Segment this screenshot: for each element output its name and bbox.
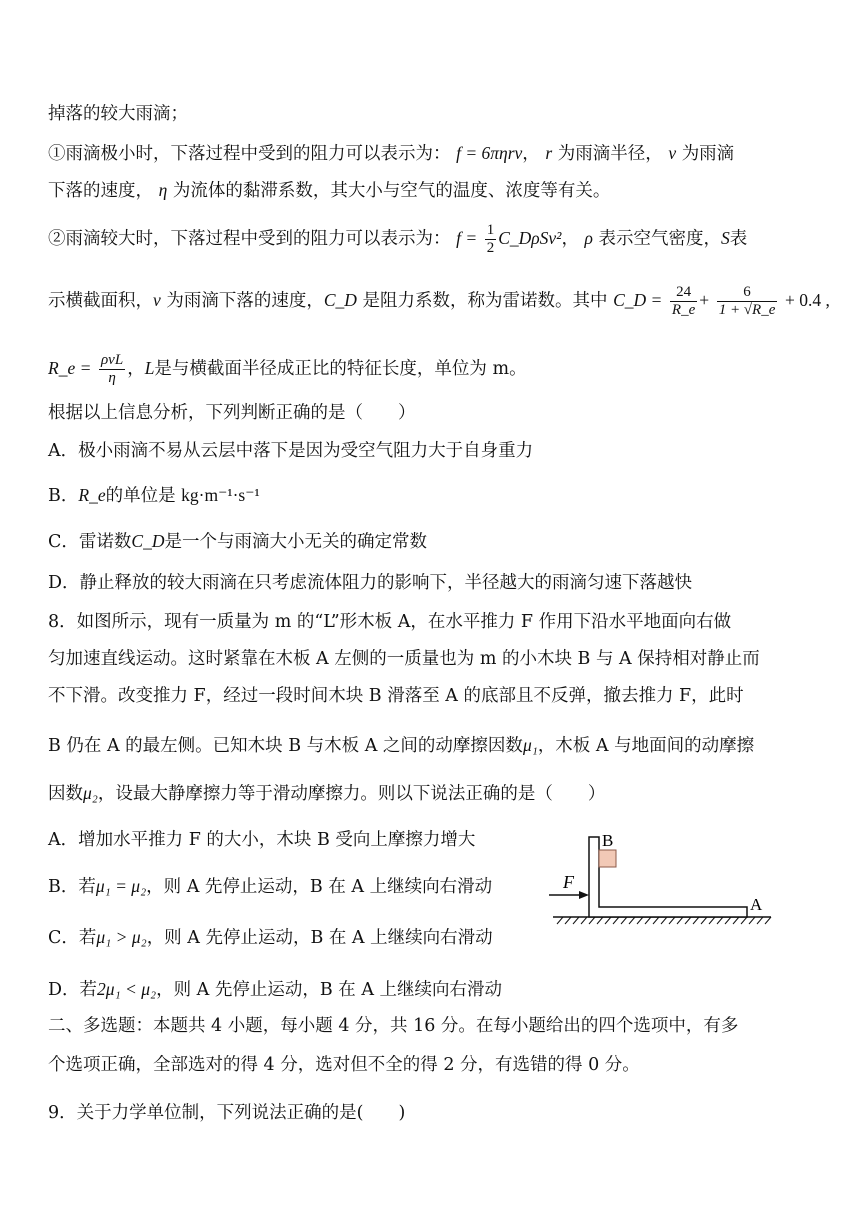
half-den: 2 bbox=[486, 240, 495, 256]
q7-b-label: B． bbox=[48, 486, 79, 506]
symbol-v-2: v bbox=[153, 290, 161, 310]
fraction-24-re bbox=[670, 284, 697, 319]
p1-line2-b: 为流体的黏滞系数，其大小与空气的温度、浓度等有关。 bbox=[172, 181, 611, 201]
q8-line-4 bbox=[48, 732, 754, 759]
q8-l5-a: 因数 bbox=[48, 784, 83, 804]
section2-line-2: 个选项正确，全部选对的得 4 分，选对但不全的得 2 分，有选错的得 0 分。 bbox=[48, 1055, 640, 1075]
p2-line2-a: 示横截面积， bbox=[48, 291, 153, 311]
p2-line3-b: ， bbox=[127, 359, 145, 379]
q7-option-a: A．极小雨滴不易从云层中落下是因为受空气阻力大于自身重力 bbox=[48, 441, 534, 461]
q8-option-d bbox=[48, 976, 502, 1003]
q8-b-cond: μ₁ = μ₂ bbox=[95, 876, 147, 896]
q7-option-d: D．静止释放的较大雨滴在只考虑流体阻力的影响下，半径越大的雨滴匀速下落越快 bbox=[48, 573, 693, 593]
p2-line-1: ②雨滴较大时，下落过程中受到的阻力可以表示为： f = $\frac{1}{2}$ C_DρSv²， ρ 表示空气密度，S表 bbox=[48, 222, 748, 256]
p1-text-d: 为雨滴 bbox=[681, 144, 735, 164]
half-num: 1 bbox=[486, 222, 495, 238]
q8-option-b bbox=[48, 873, 492, 900]
q9-stem: 9．关于力学单位制，下列说法正确的是( ) bbox=[48, 1103, 406, 1123]
q8-d-label: D．若 bbox=[48, 980, 98, 1000]
q8-l4-b: ，木板 A 与地面间的动摩擦 bbox=[537, 736, 755, 756]
q8-line-3: 不下滑。改变推力 F，经过一段时间木块 B 滑落至 A 的底部且不反弹，撤去推力 F，此时 bbox=[48, 686, 744, 706]
cd-eq: C_D = bbox=[613, 290, 663, 310]
q7-b-text: 的单位是 bbox=[105, 486, 176, 506]
symbol-mu1: μ₁ bbox=[522, 735, 538, 755]
re-eq: R_e = bbox=[48, 358, 92, 378]
q7-b-unit: kg·m⁻¹·s⁻¹ bbox=[181, 485, 260, 505]
q8-b-text: ，则 A 先停止运动，B 在 A 上继续向右滑动 bbox=[146, 877, 493, 897]
arrow-head-icon bbox=[579, 891, 589, 899]
re-num: ρvL bbox=[100, 352, 124, 368]
symbol-S: S bbox=[721, 228, 730, 248]
symbol-CD: C_D bbox=[323, 290, 357, 310]
cd-tail: + 0.4 , bbox=[784, 290, 830, 310]
re-den: η bbox=[108, 370, 116, 386]
t1-num: 24 bbox=[670, 284, 697, 302]
t1-den: R_e bbox=[671, 302, 696, 318]
intro-line: 掉落的较大雨滴； bbox=[48, 104, 188, 124]
symbol-eta: η bbox=[158, 180, 168, 200]
q8-l5-b: ，设最大静摩擦力等于滑动摩擦力。则以下说法正确的是（ ） bbox=[97, 784, 606, 804]
q8-c-text: ，则 A 先停止运动，B 在 A 上继续向右滑动 bbox=[146, 928, 493, 948]
q7-c-label: C．雷诺数 bbox=[48, 532, 132, 552]
fraction-reynolds bbox=[99, 352, 125, 387]
p1-line-1 bbox=[48, 140, 734, 167]
symbol-v: v bbox=[668, 143, 677, 163]
drag-formula-tail: C_DρSv² bbox=[498, 228, 562, 248]
q8-option-a: A．增加水平推力 F 的大小，木块 B 受向上摩擦力增大 bbox=[48, 830, 476, 850]
t2-den: 1 + √R_e bbox=[718, 302, 776, 318]
ground bbox=[553, 917, 771, 924]
p2-text-a: ②雨滴较大时，下落过程中受到的阻力可以表示为： bbox=[48, 229, 451, 249]
p2-f-eq: f = bbox=[456, 228, 478, 248]
q8-d-text: ，则 A 先停止运动，B 在 A 上继续向右滑动 bbox=[156, 980, 503, 1000]
symbol-L: L bbox=[144, 358, 155, 378]
p2-text-b: 表示空气密度， bbox=[598, 229, 721, 249]
q8-d-cond: 2μ₁ < μ₂ bbox=[97, 979, 157, 999]
symbol-mu2: μ₂ bbox=[83, 783, 98, 803]
p2-line-3 bbox=[48, 352, 527, 387]
p1-line2-a: 下落的速度， bbox=[48, 181, 153, 201]
q7-c-text: 是一个与雨滴大小无关的确定常数 bbox=[164, 532, 427, 552]
symbol-r: r bbox=[545, 143, 553, 163]
p1-text-a: ①雨滴极小时，下落过程中受到的阻力可以表示为： bbox=[48, 144, 451, 164]
q7-b-re: R_e bbox=[78, 485, 106, 505]
stokes-formula: f = 6πηrv bbox=[456, 143, 523, 163]
p1-comma: ， bbox=[522, 144, 540, 164]
t2-num: 6 bbox=[717, 284, 778, 302]
q8-line-5 bbox=[48, 780, 605, 807]
label-a: A bbox=[750, 895, 763, 914]
q7-stem: 根据以上信息分析，下列判断正确的是（ ） bbox=[48, 403, 416, 423]
q8-l4-a: B 仍在 A 的最左侧。已知木块 B 与木板 A 之间的动摩擦因数 bbox=[48, 736, 523, 756]
l-board-figure bbox=[545, 820, 775, 935]
q7-option-c bbox=[48, 528, 427, 555]
p2-line-2: 示横截面积，v 为雨滴下落的速度，C_D 是阻力系数，称为雷诺数。其中 C_D = $\frac{24}{R\_e}$ + $\frac{6}{1 + √R\_e}$ + 0.4 , bbox=[48, 284, 830, 318]
q7-option-b bbox=[48, 482, 260, 509]
q7-c-cd: C_D bbox=[131, 531, 165, 551]
fraction-6-sqrt bbox=[717, 284, 778, 319]
q8-c-label: C．若 bbox=[48, 928, 97, 948]
symbol-rho: ρ bbox=[584, 228, 593, 248]
p1-line-2 bbox=[48, 177, 610, 204]
label-b: B bbox=[602, 831, 614, 850]
q8-option-c bbox=[48, 924, 493, 951]
p2-line2-b: 为雨滴下落的速度， bbox=[166, 291, 324, 311]
p2-line2-c: 是阻力系数，称为雷诺数。其中 bbox=[362, 291, 608, 311]
p2-line3-c: 是与横截面半径成正比的特征长度，单位为 m。 bbox=[154, 359, 527, 379]
p1-text-c: 为雨滴半径， bbox=[557, 144, 663, 164]
q8-line-2: 匀加速直线运动。这时紧靠在木板 A 左侧的一质量也为 m 的小木块 B 与 A 保持相对静止而 bbox=[48, 649, 760, 669]
fraction-half bbox=[485, 222, 497, 257]
q8-b-label: B．若 bbox=[48, 877, 96, 897]
q8-c-cond: μ₁ > μ₂ bbox=[96, 927, 147, 947]
q8-line-1: 8．如图所示，现有一质量为 m 的“L”形木板 A，在水平推力 F 作用下沿水平地面向右做 bbox=[48, 612, 732, 632]
label-f: F bbox=[563, 872, 574, 892]
block-b bbox=[599, 850, 616, 867]
section2-line-1: 二、多选题：本题共 4 小题，每小题 4 分，共 16 分。在每小题给出的四个选项中，有多 bbox=[48, 1016, 739, 1036]
p2-text-c: 表 bbox=[729, 229, 748, 249]
